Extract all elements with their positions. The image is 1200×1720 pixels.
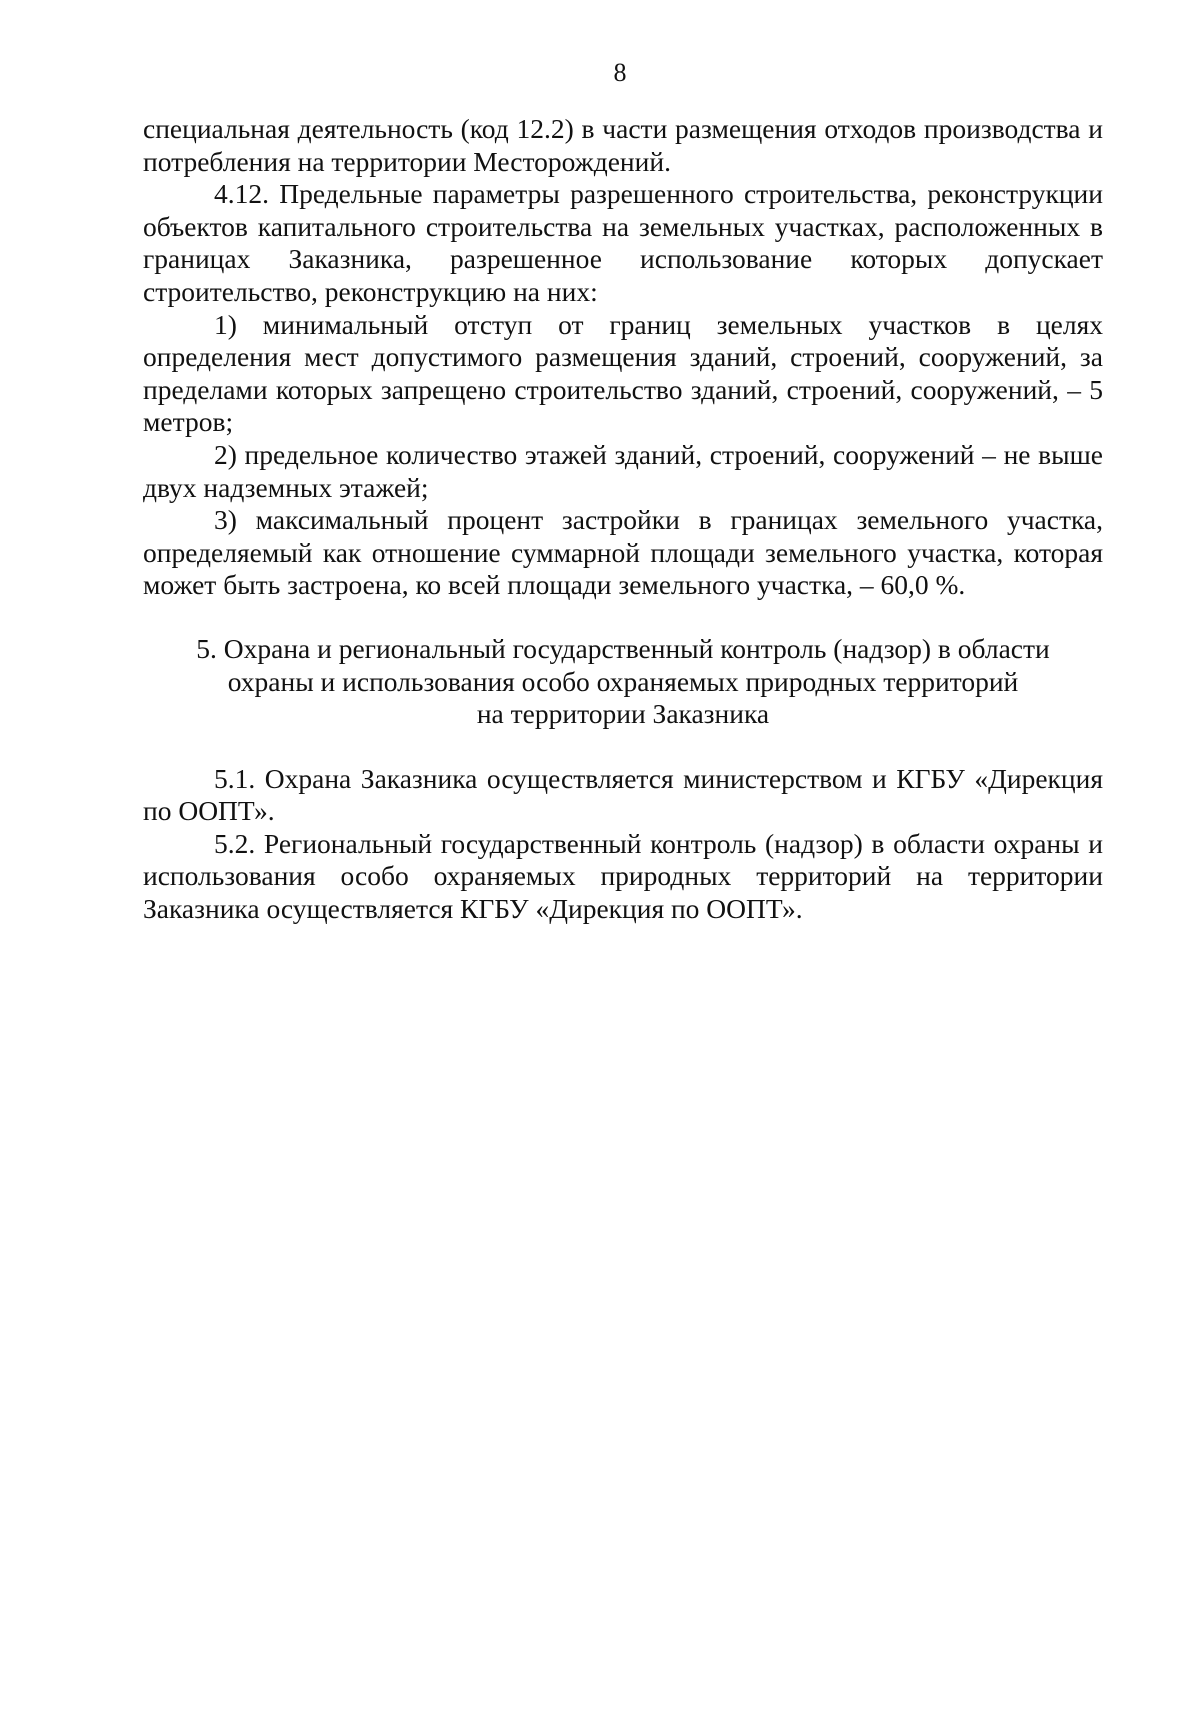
section-heading-line-3: на территории Заказника [476, 698, 770, 730]
page-number: 8 [613, 58, 627, 87]
section-5-heading [143, 633, 1103, 731]
list-item-3: 3) максимальный процент застройки в границах земельного участка, определяемый как отношение суммарной площади земельного участка, которая может быть застроена, ко всей площади земельного участка, – 60,0 %. [143, 504, 1103, 601]
paragraph-5-1: 5.1. Охрана Заказника осуществляется министерством и КГБУ «Дирекция по ООПТ». [143, 762, 1103, 827]
paragraph-continuation: специальная деятельность (код 12.2) в части размещения отходов производства и потребления на территории Месторождений. [143, 113, 1103, 177]
list-item-2: 2) предельное количество этажей зданий, строений, сооружений – не выше двух надземных этажей; [143, 438, 1103, 503]
section-heading-line-1: 5. Охрана и региональный государственный контроль (надзор) в области [196, 632, 1050, 664]
document-body [143, 113, 1103, 926]
paragraph-5-2: 5.2. Региональный государственный контроль (надзор) в области охраны и использования особо охраняемых природных территорий на территории Заказника осуществляется КГБУ «Дирекция по ООПТ». [143, 827, 1103, 925]
paragraph-4-12: 4.12. Предельные параметры разрешенного строительства, реконструкции объектов капитального строительства на земельных участках, расположенных в границах Заказника, разрешенное использование которых допускает строительство, реконструкцию на них: [143, 178, 1103, 307]
list-item-1: 1) минимальный отступ от границ земельных участков в целях определения мест допустимого размещения зданий, строений, сооружений, за пределами которых запрещено строительство зданий, строений, сооружений, – 5 метров; [143, 308, 1103, 438]
section-heading-line-2: охраны и использования особо охраняемых природных территорий [227, 665, 1019, 697]
